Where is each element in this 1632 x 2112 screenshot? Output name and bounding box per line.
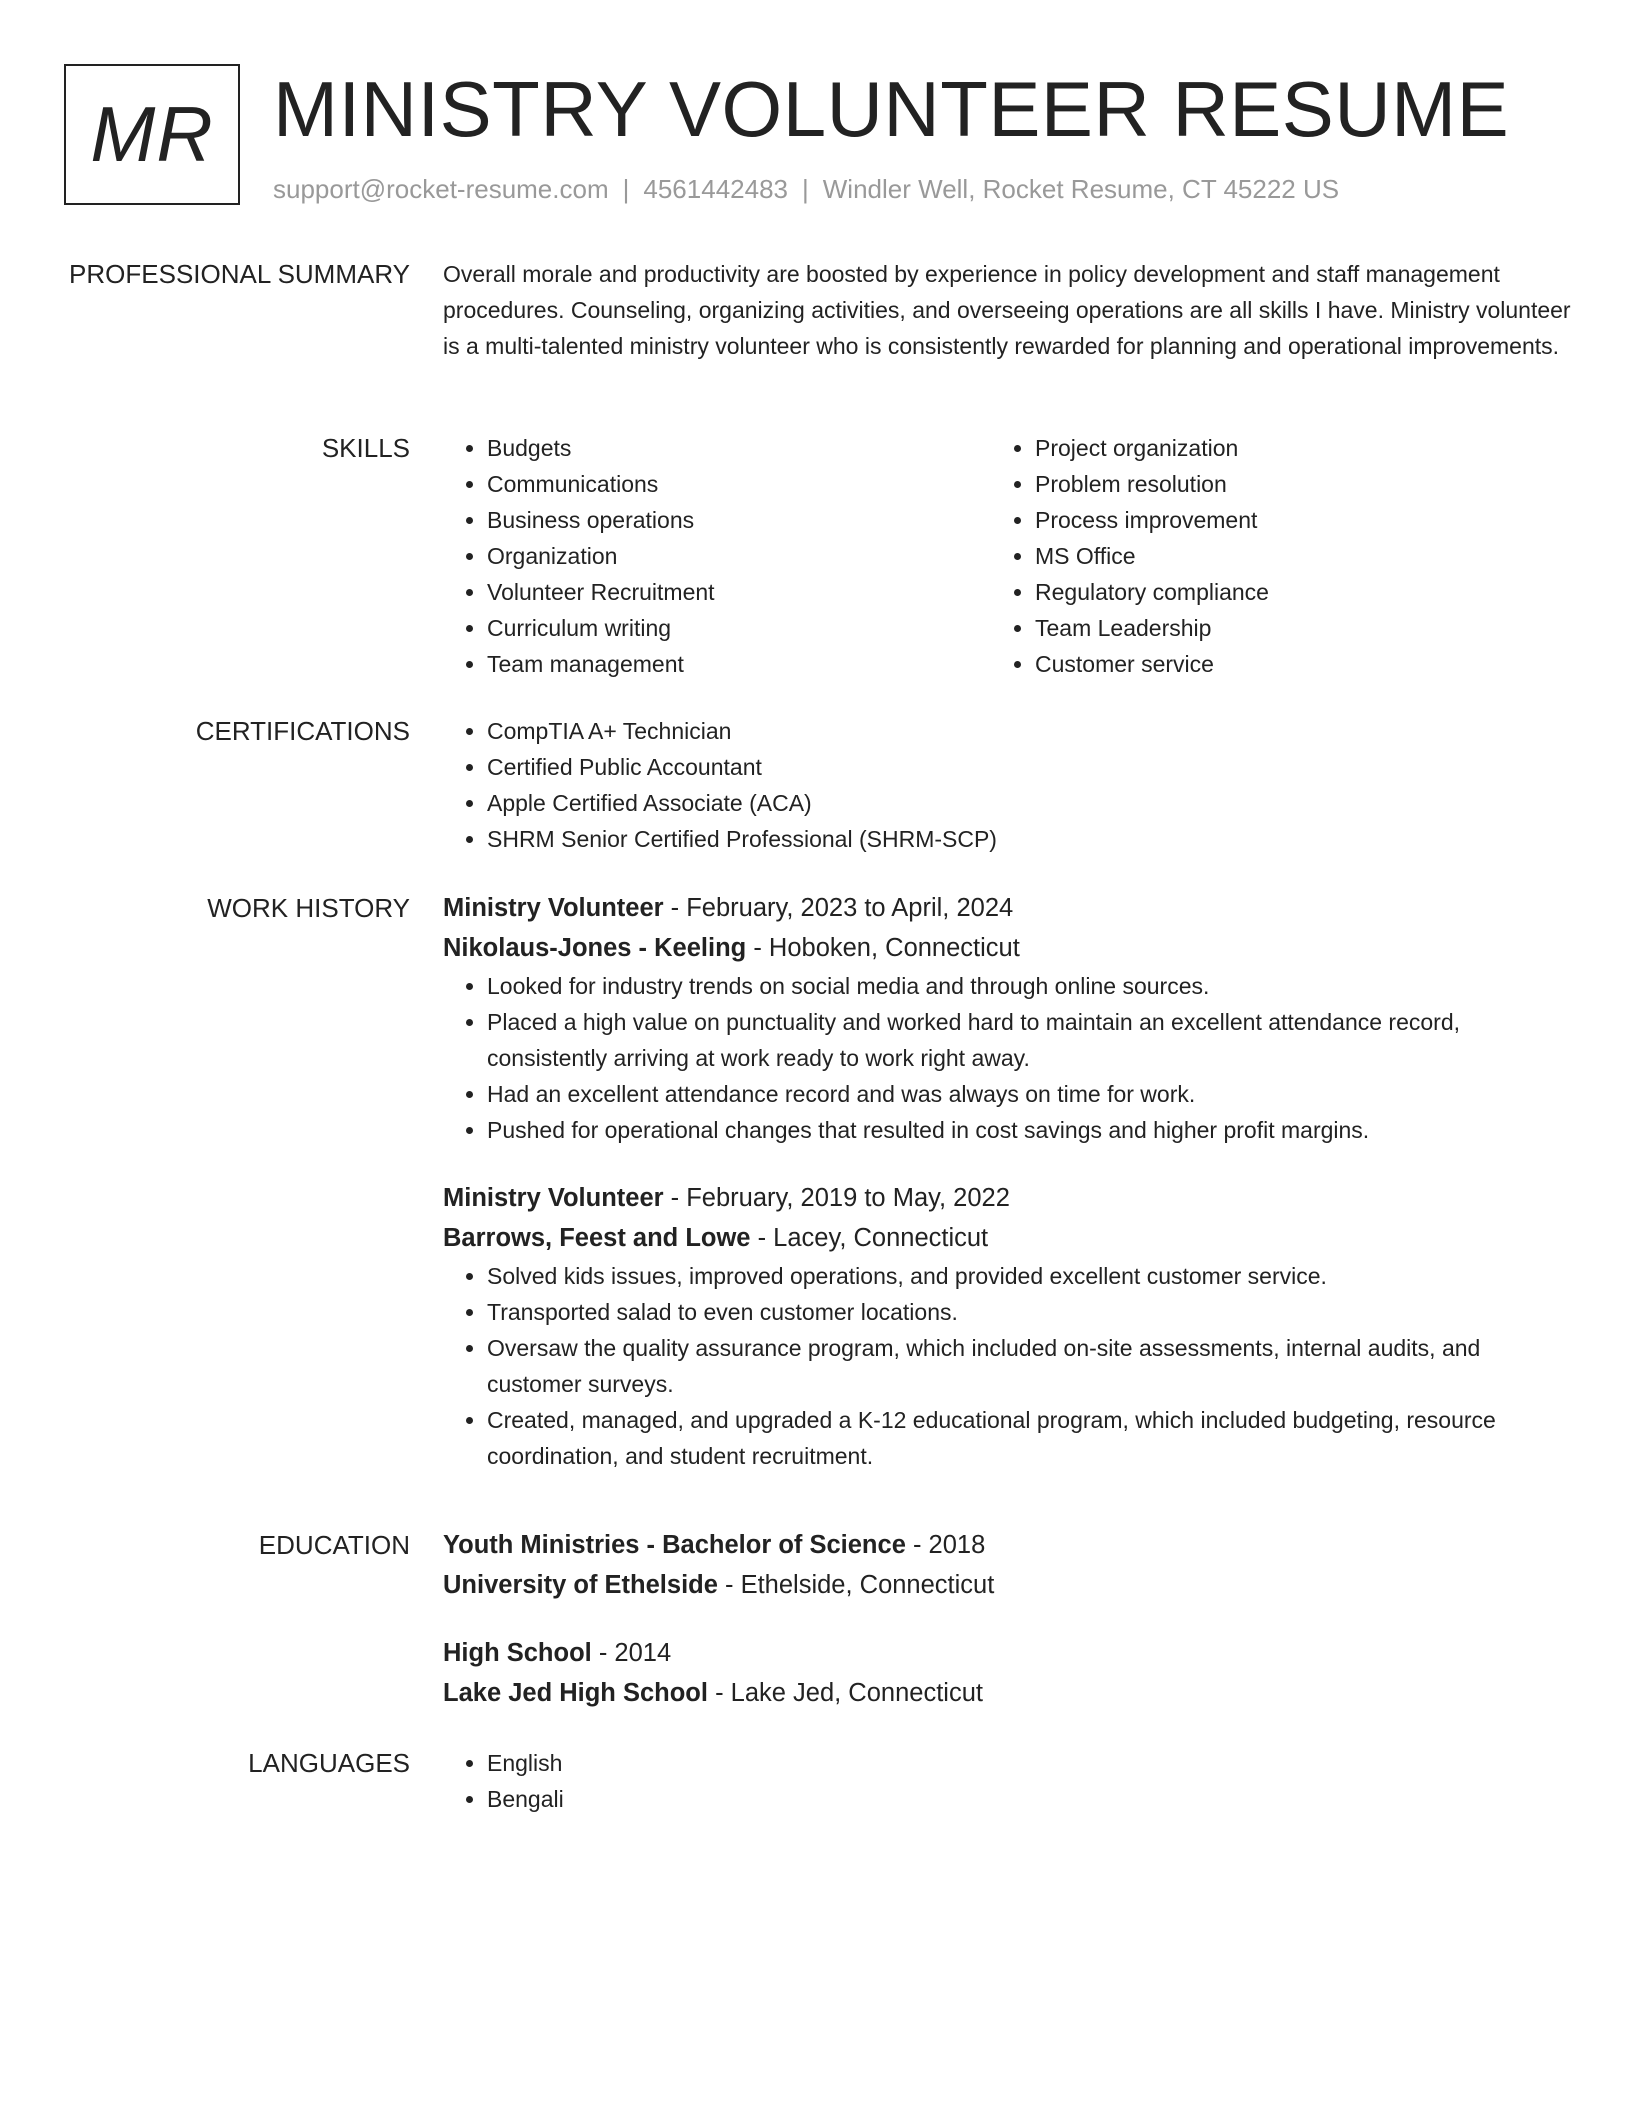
job-company-line <box>443 928 1573 968</box>
education-year: - 2018 <box>905 1531 986 1559</box>
section-label-certifications: CERTIFICATIONS <box>195 716 410 746</box>
job-duty-item: • Looked for industry trends on social media and through online sources. <box>487 968 1573 1004</box>
job-dates: - February, 2019 to May, 2022 <box>663 1184 1010 1212</box>
education-location: - Ethelside, Connecticut <box>717 1571 995 1599</box>
job-duty-item: • Solved kids issues, improved operations, and provided excellent customer service. <box>487 1258 1573 1294</box>
skill-item: • Budgets <box>487 430 991 466</box>
education-degree: Youth Ministries - Bachelor of Science <box>443 1531 906 1559</box>
education-entry <box>443 1633 1573 1713</box>
certification-item: • CompTIA A+ Technician <box>487 713 1573 749</box>
job-duty-item: • Pushed for operational changes that resulted in cost savings and higher profit margins. <box>487 1112 1573 1148</box>
education-location: - Lake Jed, Connecticut <box>707 1679 983 1707</box>
skill-item: • Curriculum writing <box>487 610 991 646</box>
education-school: University of Ethelside <box>443 1571 718 1599</box>
job-company-line <box>443 1218 1573 1258</box>
certification-item: • SHRM Senior Certified Professional (SHRM-SCP) <box>487 821 1573 857</box>
job-duty-item: • Placed a high value on punctuality and worked hard to maintain an excellent attendance record, consistently arriving at work ready to work right away. <box>487 1004 1573 1076</box>
certification-item: • Certified Public Accountant <box>487 749 1573 785</box>
job-company: Nikolaus-Jones - Keeling <box>443 934 747 962</box>
skill-item: • Volunteer Recruitment <box>487 574 991 610</box>
contact-line <box>273 172 1339 206</box>
job-duties-list <box>443 1258 1573 1474</box>
monogram-box: MR <box>64 64 240 205</box>
contact-phone: 4561442483 <box>643 174 788 204</box>
skills-list-left <box>443 430 991 682</box>
job-title: Ministry Volunteer <box>443 894 664 922</box>
resume-header <box>64 64 1564 214</box>
education-school: Lake Jed High School <box>443 1679 708 1707</box>
contact-separator: | <box>802 174 809 204</box>
job-location: - Lacey, Connecticut <box>750 1224 989 1252</box>
summary-body <box>443 256 1573 364</box>
skills-list-right <box>991 430 1539 682</box>
languages-list <box>443 1745 1573 1817</box>
skill-item: • Project organization <box>1035 430 1539 466</box>
skills-body <box>443 430 1573 682</box>
job-duties-list <box>443 968 1573 1148</box>
languages-body <box>443 1745 1573 1817</box>
summary-text: Overall morale and productivity are boosted by experience in policy development and staff management procedures. Counseling, organizing activities, and overseeing operations are all skills I have. Ministry volunteer is a multi-talented ministry volunteer who is consistently rewarded for planning and operational improvements. <box>443 261 1571 359</box>
skill-item: • Business operations <box>487 502 991 538</box>
skill-item: • Customer service <box>1035 646 1539 682</box>
section-label-languages: LANGUAGES <box>248 1748 410 1778</box>
skill-item: • Organization <box>487 538 991 574</box>
certification-item: • Apple Certified Associate (ACA) <box>487 785 1573 821</box>
skills-column-left <box>443 430 991 682</box>
resume-title: MINISTRY VOLUNTEER RESUME <box>273 65 1510 153</box>
job-duty-item: • Transported salad to even customer locations. <box>487 1294 1573 1330</box>
contact-email: support@rocket-resume.com <box>273 174 609 204</box>
job-title-line <box>443 1178 1573 1218</box>
job-dates: - February, 2023 to April, 2024 <box>663 894 1014 922</box>
section-label-education: EDUCATION <box>258 1530 410 1560</box>
job-duty-item: • Had an excellent attendance record and was always on time for work. <box>487 1076 1573 1112</box>
language-item: • Bengali <box>487 1781 1573 1817</box>
education-degree: High School <box>443 1639 592 1667</box>
education-school-line <box>443 1565 1573 1605</box>
skill-item: • Process improvement <box>1035 502 1539 538</box>
contact-separator: | <box>622 174 630 204</box>
job-entry <box>443 888 1573 1148</box>
job-duty-item: • Oversaw the quality assurance program, which included on-site assessments, internal audits, and customer surveys. <box>487 1330 1573 1402</box>
education-school-line <box>443 1673 1573 1713</box>
certifications-body <box>443 713 1573 857</box>
certifications-list <box>443 713 1573 857</box>
job-title-line <box>443 888 1573 928</box>
skill-item: • Team management <box>487 646 991 682</box>
education-degree-line <box>443 1525 1573 1565</box>
skills-column-right <box>991 430 1539 682</box>
skill-item: • Problem resolution <box>1035 466 1539 502</box>
education-degree-line <box>443 1633 1573 1673</box>
skill-item: • Team Leadership <box>1035 610 1539 646</box>
skill-item: • Communications <box>487 466 991 502</box>
education-year: - 2014 <box>591 1639 672 1667</box>
section-label-skills: SKILLS <box>321 433 410 463</box>
job-entry <box>443 1178 1573 1474</box>
skill-item: • MS Office <box>1035 538 1539 574</box>
job-location: - Hoboken, Connecticut <box>746 934 1020 962</box>
language-item: • English <box>487 1745 1573 1781</box>
skill-item: • Regulatory compliance <box>1035 574 1539 610</box>
section-label-summary: PROFESSIONAL SUMMARY <box>69 259 410 289</box>
education-body <box>443 1525 1573 1713</box>
contact-address: Windler Well, Rocket Resume, CT 45222 US <box>822 174 1340 204</box>
job-title: Ministry Volunteer <box>443 1184 664 1212</box>
job-company: Barrows, Feest and Lowe <box>443 1224 751 1252</box>
job-duty-item: • Created, managed, and upgraded a K-12 educational program, which included budgeting, resource coordination, and student recruitment. <box>487 1402 1573 1474</box>
education-entry <box>443 1525 1573 1605</box>
section-label-work-history: WORK HISTORY <box>207 893 410 923</box>
work-history-body <box>443 888 1573 1474</box>
